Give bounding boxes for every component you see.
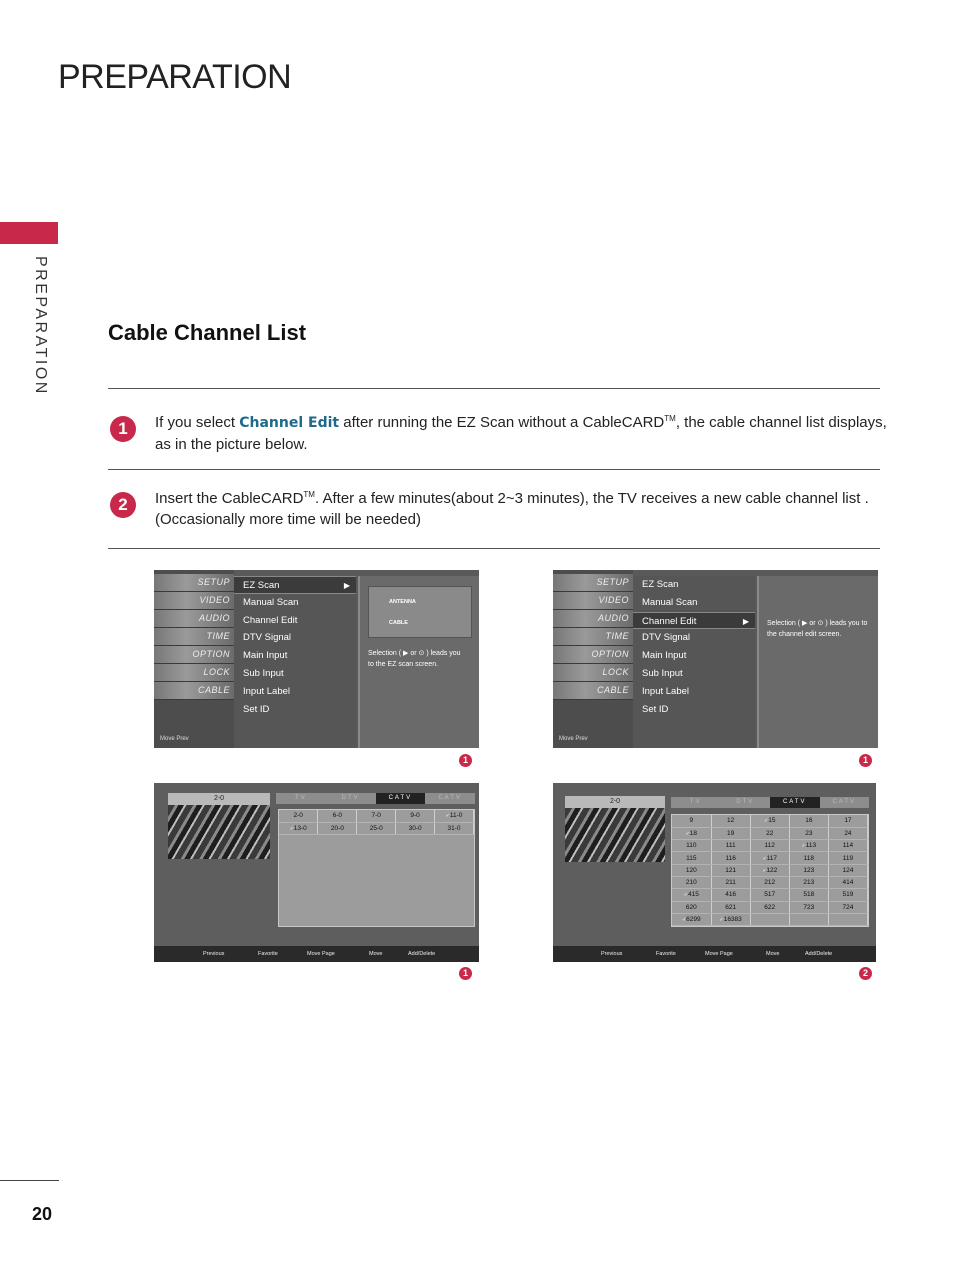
- menu-item-main-input: [234, 647, 356, 665]
- callout-marker: 1: [459, 754, 472, 767]
- channel-cell: ✓ 15: [750, 815, 789, 827]
- key-guide-previous: Previous: [601, 951, 623, 957]
- page-title: PREPARATION: [58, 58, 292, 96]
- antenna-label: ANTENNA: [389, 599, 416, 605]
- menu-item-label: DTV Signal: [642, 632, 691, 644]
- menu-sidebar-label: SETUP: [197, 577, 230, 587]
- key-guide-favorite: Favorite: [656, 951, 676, 957]
- channel-cell: 6-0: [318, 810, 357, 822]
- channel-cell: 416: [711, 889, 750, 901]
- menu-item-label: EZ Scan: [243, 580, 280, 591]
- channel-row: [672, 827, 868, 839]
- menu-item-label: Input Label: [243, 685, 291, 697]
- callout-marker: 2: [859, 967, 872, 980]
- channel-cell: 17: [828, 815, 867, 827]
- channel-cell: 110: [672, 840, 711, 852]
- channel-cell: 620: [672, 901, 711, 913]
- channel-cell: 124: [828, 864, 867, 876]
- key-guide-move: Move: [766, 951, 780, 957]
- key-guide-add-delete: Add/Delete: [805, 951, 833, 957]
- step-text-part: Insert the CableCARD: [155, 490, 304, 507]
- menu-sidebar-option: [553, 646, 633, 664]
- step-text-part: . After a few minutes(about 2~3 minutes), the TV receives a new cable channel list . (Occasionally more time will be needed): [155, 490, 869, 528]
- channel-row: [672, 864, 868, 876]
- info-text: Selection ( ▶ or ⊙ ) leads you to the EZ scan screen.: [368, 650, 461, 668]
- channel-cell: 31-0: [435, 822, 474, 834]
- menu-sidebar-label: AUDIO: [198, 613, 230, 623]
- menu-sidebar-label: CABLE: [596, 685, 629, 695]
- channel-list-screenshot-before: [154, 783, 479, 962]
- menu-sidebar: [154, 570, 234, 748]
- channel-cell: 9-0: [396, 810, 435, 822]
- menu-sidebar-time: [553, 628, 633, 646]
- channel-cell: 25-0: [357, 822, 396, 834]
- channel-cell: 519: [828, 889, 867, 901]
- menu-sidebar-label: SETUP: [596, 577, 629, 587]
- key-guide-add-delete: Add/Delete: [408, 951, 436, 957]
- menu-item-label: Main Input: [243, 650, 288, 662]
- menu-item-dtv-signal: [633, 629, 755, 647]
- menu-sidebar-video: [154, 592, 234, 610]
- channel-cell: 723: [789, 901, 828, 913]
- channel-cell: ✓ 16383: [711, 913, 750, 925]
- channel-preview: [565, 796, 665, 862]
- channel-cell: 211: [711, 876, 750, 888]
- menu-list: [234, 576, 356, 748]
- menu-item-sub-input: [234, 665, 356, 683]
- channel-cell: [750, 913, 789, 925]
- menu-item-label: EZ Scan: [642, 579, 679, 590]
- channel-tabs: [276, 793, 475, 804]
- menu-sidebar: [553, 570, 633, 748]
- channel-cell: 517: [750, 889, 789, 901]
- key-guide-move-page: Move Page: [307, 951, 335, 957]
- menu-item-label: Sub Input: [243, 667, 284, 679]
- menu-sidebar-label: VIDEO: [598, 595, 629, 605]
- menu-item-label: Channel Edit: [243, 614, 298, 626]
- channel-cell: [789, 913, 828, 925]
- menu-sidebar-cable: [154, 682, 234, 700]
- menu-sidebar-audio: [154, 610, 234, 628]
- key-guide-bar: [154, 946, 479, 962]
- channel-cell: ✓ 122: [750, 864, 789, 876]
- channel-cell: 7-0: [357, 810, 396, 822]
- channel-cell: 30-0: [396, 822, 435, 834]
- channel-row: [672, 889, 868, 901]
- channel-cell: 724: [828, 901, 867, 913]
- menu-item-sub-input: [633, 665, 755, 683]
- trademark: TM: [664, 414, 676, 423]
- menu-sidebar-cable: [553, 682, 633, 700]
- step-text-part: after running the EZ Scan without a CableCARD: [339, 414, 665, 431]
- channel-cell: ✓ 13-0: [279, 822, 318, 834]
- menu-sidebar-label: TIME: [206, 631, 230, 641]
- info-panel: [358, 576, 479, 748]
- menu-sidebar-label: OPTION: [591, 649, 629, 659]
- menu-sidebar-label: OPTION: [192, 649, 230, 659]
- menu-item-label: Manual Scan: [642, 596, 698, 608]
- key-guide-bar: [553, 946, 876, 962]
- channel-row: [672, 840, 868, 852]
- channel-tabs: [671, 797, 869, 808]
- menu-item-ez-scan: [633, 576, 755, 594]
- current-channel: 2-0: [565, 796, 665, 808]
- channel-cell: 20-0: [318, 822, 357, 834]
- channel-cell: ✓ 415: [672, 889, 711, 901]
- channel-cell: 621: [711, 901, 750, 913]
- channel-cell: 212: [750, 876, 789, 888]
- channel-cell: 123: [789, 864, 828, 876]
- channel-cell: 24: [828, 827, 867, 839]
- channel-cell: 111: [711, 840, 750, 852]
- menu-item-manual-scan: [633, 594, 755, 612]
- menu-item-label: Set ID: [243, 703, 270, 715]
- channel-row: [672, 852, 868, 864]
- menu-sidebar-time: [154, 628, 234, 646]
- channel-cell: 116: [711, 852, 750, 864]
- page-number: 20: [32, 1204, 53, 1224]
- channel-cell: 19: [711, 827, 750, 839]
- divider: [108, 388, 880, 389]
- menu-sidebar-setup: [154, 574, 234, 592]
- channel-row: [672, 913, 868, 925]
- step-text-part: If you select: [155, 414, 240, 431]
- key-guide-move: Move: [369, 951, 383, 957]
- menu-item-set-id: [234, 701, 356, 719]
- channel-cell: 22: [750, 827, 789, 839]
- menu-sidebar-lock: [553, 664, 633, 682]
- menu-item-ez-scan: [234, 576, 356, 594]
- channel-cell: 119: [828, 852, 867, 864]
- channel-edit-highlight: Channel Edit: [239, 415, 340, 431]
- menu-sidebar-option: [154, 646, 234, 664]
- preview-image: [565, 808, 665, 862]
- callout-marker: 1: [859, 754, 872, 767]
- channel-cell: 414: [828, 876, 867, 888]
- channel-row: [279, 822, 474, 834]
- channel-cell: [828, 913, 867, 925]
- menu-item-channel-edit: [633, 612, 755, 630]
- channel-cell: 518: [789, 889, 828, 901]
- menu-sidebar-audio: [553, 610, 633, 628]
- menu-item-label: Channel Edit: [642, 615, 697, 627]
- step-1-number: 1: [110, 416, 136, 442]
- tab-catv: CATV: [832, 799, 857, 805]
- tab-catv: CATV: [376, 793, 426, 804]
- callout-marker: 1: [459, 967, 472, 980]
- menu-item-label: Sub Input: [642, 667, 683, 679]
- channel-cell: ✓ 11-0: [435, 810, 474, 822]
- info-text: Selection ( ▶ or ⊙ ) leads you to the channel edit screen.: [767, 620, 868, 638]
- menu-item-label: Input Label: [642, 685, 690, 697]
- tab-dtv: DTV: [736, 799, 755, 805]
- menu-item-channel-edit: [234, 612, 356, 630]
- channel-row: [672, 815, 868, 827]
- channel-cell: 213: [789, 876, 828, 888]
- channel-cell: 210: [672, 876, 711, 888]
- divider: [108, 469, 880, 470]
- channel-table: [279, 810, 474, 835]
- channel-grid: [278, 809, 475, 927]
- channel-cell: 120: [672, 864, 711, 876]
- menu-sidebar-lock: [154, 664, 234, 682]
- menu-item-label: Main Input: [642, 650, 687, 662]
- key-guide-move-page: Move Page: [705, 951, 733, 957]
- menu-screenshot-channel-edit: [553, 570, 878, 748]
- arrow-right-icon: ▶: [343, 581, 350, 590]
- menu-item-manual-scan: [234, 594, 356, 612]
- channel-cell: 2-0: [279, 810, 318, 822]
- menu-item-label: Set ID: [642, 703, 669, 715]
- menu-sidebar-setup: [553, 574, 633, 592]
- menu-sidebar-label: CABLE: [197, 685, 230, 695]
- menu-sidebar-label: LOCK: [203, 667, 230, 677]
- step-text-part: , the cable channel list displays, as in the picture below.: [155, 414, 887, 453]
- menu-item-dtv-signal: [234, 629, 356, 647]
- channel-preview: [168, 793, 270, 859]
- channel-cell: ✓ 117: [750, 852, 789, 864]
- menu-item-input-label: [234, 683, 356, 701]
- preview-image: [168, 805, 270, 859]
- channel-table: [672, 815, 868, 926]
- current-channel: 2-0: [168, 793, 270, 805]
- antenna-cable-diagram: [368, 586, 472, 638]
- menu-item-main-input: [633, 647, 755, 665]
- menu-sidebar-label: AUDIO: [597, 613, 629, 623]
- menu-item-label: DTV Signal: [243, 632, 292, 644]
- tab-dtv: DTV: [341, 795, 360, 801]
- footer-rule: [0, 1180, 59, 1181]
- menu-screenshot-ez-scan: [154, 570, 479, 748]
- step-2-number: 2: [110, 492, 136, 518]
- channel-row: [279, 810, 474, 822]
- channel-cell: 115: [672, 852, 711, 864]
- step-2-text: [155, 484, 890, 530]
- step-1-text: [155, 408, 890, 455]
- channel-row: [672, 901, 868, 913]
- channel-cell: 118: [789, 852, 828, 864]
- channel-cell: 622: [750, 901, 789, 913]
- channel-cell: 112: [750, 840, 789, 852]
- menu-list: [633, 576, 755, 748]
- side-section-label: PREPARATION: [32, 256, 49, 396]
- menu-sidebar-label: VIDEO: [199, 595, 230, 605]
- key-guide-previous: Previous: [203, 951, 225, 957]
- tab-catv: CATV: [770, 797, 820, 808]
- menu-footer-hint: Move Prev: [160, 736, 189, 742]
- tab-tv: TV: [295, 795, 307, 801]
- menu-sidebar-label: LOCK: [602, 667, 629, 677]
- info-panel: [757, 576, 878, 748]
- key-guide-favorite: Favorite: [258, 951, 278, 957]
- menu-item-set-id: [633, 701, 755, 719]
- channel-cell: 114: [828, 840, 867, 852]
- channel-cell: ✓ 18: [672, 827, 711, 839]
- arrow-right-icon: ▶: [742, 616, 749, 626]
- menu-sidebar-video: [553, 592, 633, 610]
- divider: [108, 548, 880, 549]
- channel-row: [672, 876, 868, 888]
- channel-cell: 16: [789, 815, 828, 827]
- menu-item-input-label: [633, 683, 755, 701]
- menu-sidebar-label: TIME: [605, 631, 629, 641]
- cable-label: CABLE: [389, 620, 408, 626]
- section-color-tab: [0, 222, 58, 244]
- menu-item-label: Manual Scan: [243, 596, 299, 608]
- channel-cell: ✓ 113: [789, 840, 828, 852]
- menu-footer-hint: Move Prev: [559, 736, 588, 742]
- tab-catv: CATV: [438, 795, 462, 801]
- channel-cell: 121: [711, 864, 750, 876]
- section-title: Cable Channel List: [108, 320, 307, 345]
- channel-grid: [671, 814, 869, 927]
- channel-cell: 12: [711, 815, 750, 827]
- channel-cell: ✓ 6299: [672, 913, 711, 925]
- trademark: TM: [303, 490, 315, 499]
- tab-tv: TV: [689, 799, 702, 805]
- channel-cell: 23: [789, 827, 828, 839]
- channel-cell: 9: [672, 815, 711, 827]
- channel-list-screenshot-after: [553, 783, 876, 962]
